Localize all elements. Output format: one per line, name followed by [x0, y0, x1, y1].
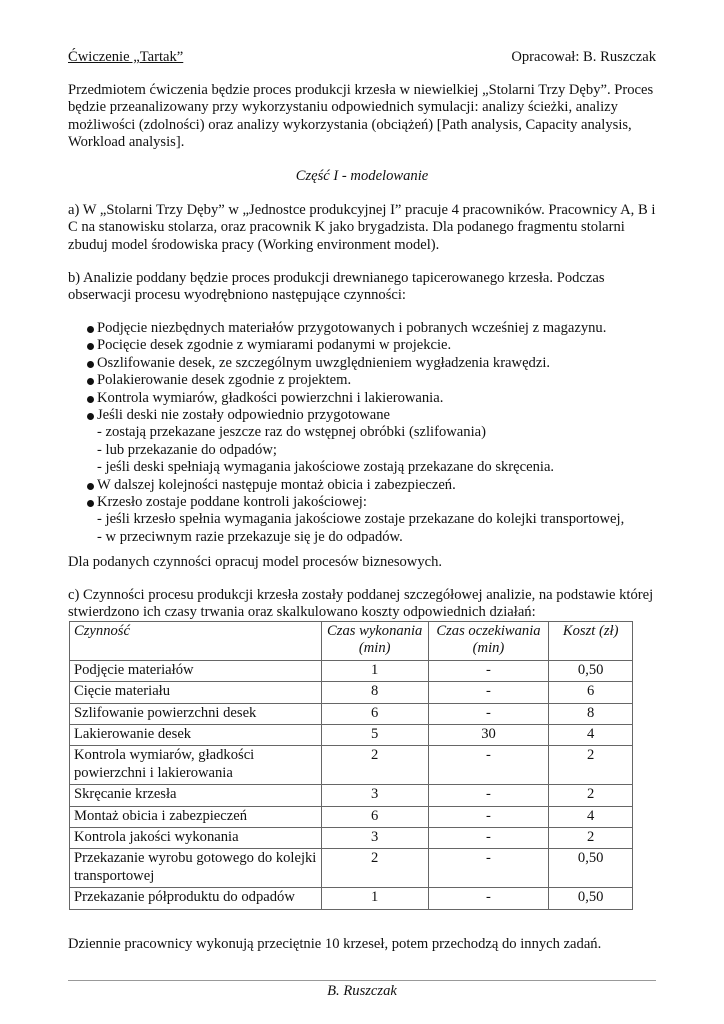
cell-exec-time: 2 — [321, 746, 428, 785]
cell-exec-time: 2 — [321, 849, 428, 888]
table-row — [70, 849, 633, 888]
author-label: Opracował: B. Ruszczak — [511, 49, 656, 65]
cell-cost: 6 — [549, 682, 633, 703]
cell-exec-time: 1 — [321, 888, 428, 909]
cell-wait-time: - — [428, 703, 549, 724]
bullet-icon — [87, 361, 94, 368]
cell-wait-time: - — [428, 785, 549, 806]
cell-cost: 2 — [549, 828, 633, 849]
table-row — [70, 725, 633, 746]
bullet-icon — [87, 500, 94, 507]
cell-cost: 8 — [549, 703, 633, 724]
part-a-paragraph: a) W „Stolarni Trzy Dęby” w „Jednostce produkcyjnej I” pracuje 4 pracowników. Pracownicy A, B i C na stanowisku stolarza, oraz pracownik K jako brygadzista. Dla podanego fragmentu stolarni zbuduj model środowiska pracy (Working environment model). — [68, 202, 656, 253]
cell-wait-time: - — [428, 828, 549, 849]
part-c-paragraph: c) Czynności procesu produkcji krzesła zostały poddanej szczegółowej analizie, na podstawie której stwierdzono ich czasy trwania oraz skalkulowano koszty odpowiednich działań: — [68, 587, 654, 621]
table-row — [70, 660, 633, 681]
cell-activity: Lakierowanie desek — [70, 725, 322, 746]
list-subitem: - jeśli krzesło spełnia wymagania jakościowe zostaje przekazane do kolejki transportowej, — [97, 511, 625, 528]
cell-cost: 4 — [549, 806, 633, 827]
list-item: Pocięcie desek zgodnie z wymiarami podanymi w projekcie. — [68, 337, 656, 354]
exercise-title: Ćwiczenie „Tartak” — [68, 49, 184, 65]
table-row — [70, 703, 633, 724]
section-title: Część I - modelowanie — [295, 168, 429, 184]
cell-activity: Przekazanie wyrobu gotowego do kolejki transportowej — [70, 849, 322, 888]
list-item: Podjęcie niezbędnych materiałów przygotowanych i pobranych wcześniej z magazynu. — [68, 320, 656, 337]
list-item: Krzesło zostaje poddane kontroli jakościowej: - jeśli krzesło spełnia wymagania jakościowe zostaje przekazane do kolejki transportowej, - w przeciwnym razie przekazuje się je do odpadów. — [68, 494, 656, 546]
cell-exec-time: 3 — [321, 785, 428, 806]
footer-divider — [68, 980, 656, 981]
header-exec-time: Czas wykonania (min) — [321, 622, 428, 661]
cell-wait-time: - — [428, 806, 549, 827]
cell-wait-time: - — [428, 660, 549, 681]
model-instruction: Dla podanych czynności opracuj model procesów biznesowych. — [68, 554, 443, 570]
list-subitem: - jeśli deski spełniają wymagania jakościowe zostają przekazane do skręcenia. — [97, 459, 555, 476]
cell-activity: Kontrola wymiarów, gładkości powierzchni i lakierowania — [70, 746, 322, 785]
cell-wait-time: - — [428, 849, 549, 888]
list-item: Jeśli deski nie zostały odpowiednio przygotowane - zostają przekazane jeszcze raz do wstępnej obróbki (szlifowania) - lub przekazanie do odpadów; - jeśli deski spełniają wymagania jakościowe zostają przekazane do skręcenia. — [68, 407, 656, 477]
table-row — [70, 806, 633, 827]
list-subitem: - zostają przekazane jeszcze raz do wstępnej obróbki (szlifowania) — [97, 424, 486, 441]
header-wait-time: Czas oczekiwania (min) — [428, 622, 549, 661]
cell-wait-time: - — [428, 746, 549, 785]
cell-wait-time: - — [428, 682, 549, 703]
header-cost: Koszt (zł) — [549, 622, 633, 661]
cell-cost: 2 — [549, 785, 633, 806]
page-footer: B. Ruszczak — [327, 983, 397, 999]
bullet-icon — [87, 343, 94, 350]
cell-exec-time: 3 — [321, 828, 428, 849]
part-b-paragraph: b) Analizie poddany będzie proces produkcji drewnianego tapicerowanego krzesła. Podczas obserwacji procesu wyodrębniono następujące czynności: — [68, 270, 605, 304]
cell-exec-time: 6 — [321, 703, 428, 724]
cell-exec-time: 5 — [321, 725, 428, 746]
cell-wait-time: 30 — [428, 725, 549, 746]
cell-cost: 0,50 — [549, 888, 633, 909]
bullet-icon — [87, 378, 94, 385]
list-subitem: - w przeciwnym razie przekazuje się je do odpadów. — [97, 528, 403, 545]
page-header — [68, 49, 656, 66]
list-subitem: - lub przekazanie do odpadów; — [97, 441, 277, 458]
cell-exec-time: 6 — [321, 806, 428, 827]
cell-cost: 2 — [549, 746, 633, 785]
header-activity: Czynność — [70, 622, 322, 661]
activity-bullet-list — [68, 320, 656, 546]
table-row — [70, 746, 633, 785]
list-item: W dalszej kolejności następuje montaż obicia i zabezpieczeń. — [68, 477, 656, 494]
table-row — [70, 828, 633, 849]
cell-activity: Kontrola jakości wykonania — [70, 828, 322, 849]
cell-cost: 0,50 — [549, 660, 633, 681]
table-row — [70, 682, 633, 703]
cell-wait-time: - — [428, 888, 549, 909]
cell-activity: Przekazanie półproduktu do odpadów — [70, 888, 322, 909]
table-row — [70, 785, 633, 806]
list-item: Oszlifowanie desek, ze szczególnym uwzględnieniem wygładzenia krawędzi. — [68, 355, 656, 372]
cell-exec-time: 8 — [321, 682, 428, 703]
list-item: Polakierowanie desek zgodnie z projektem. — [68, 372, 656, 389]
cell-activity: Skręcanie krzesła — [70, 785, 322, 806]
table-row — [70, 888, 633, 909]
list-item: Kontrola wymiarów, gładkości powierzchni i lakierowania. — [68, 390, 656, 407]
cell-activity: Szlifowanie powierzchni desek — [70, 703, 322, 724]
cell-cost: 4 — [549, 725, 633, 746]
cell-activity: Cięcie materiału — [70, 682, 322, 703]
cell-activity: Montaż obicia i zabezpieczeń — [70, 806, 322, 827]
daily-note: Dziennie pracownicy wykonują przeciętnie 10 krzeseł, potem przechodzą do innych zadań. — [68, 936, 602, 952]
bullet-icon — [87, 326, 94, 333]
intro-paragraph: Przedmiotem ćwiczenia będzie proces produkcji krzesła w niewielkiej „Stolarni Trzy Dęby”. Proces będzie przeanalizowany przy wykorzystaniu odpowiednich symulacji: analizy ścieżki, analizy możliwości (zdolności) oraz analizy wykorzystania (obciążeń) [Path analysis, Capacity analysis, Workload analysis]. — [68, 82, 654, 151]
cell-exec-time: 1 — [321, 660, 428, 681]
bullet-icon — [87, 483, 94, 490]
table-header-row — [70, 622, 633, 661]
cell-activity: Podjęcie materiałów — [70, 660, 322, 681]
activity-cost-table — [69, 621, 633, 910]
cell-cost: 0,50 — [549, 849, 633, 888]
bullet-icon — [87, 413, 94, 420]
bullet-icon — [87, 396, 94, 403]
